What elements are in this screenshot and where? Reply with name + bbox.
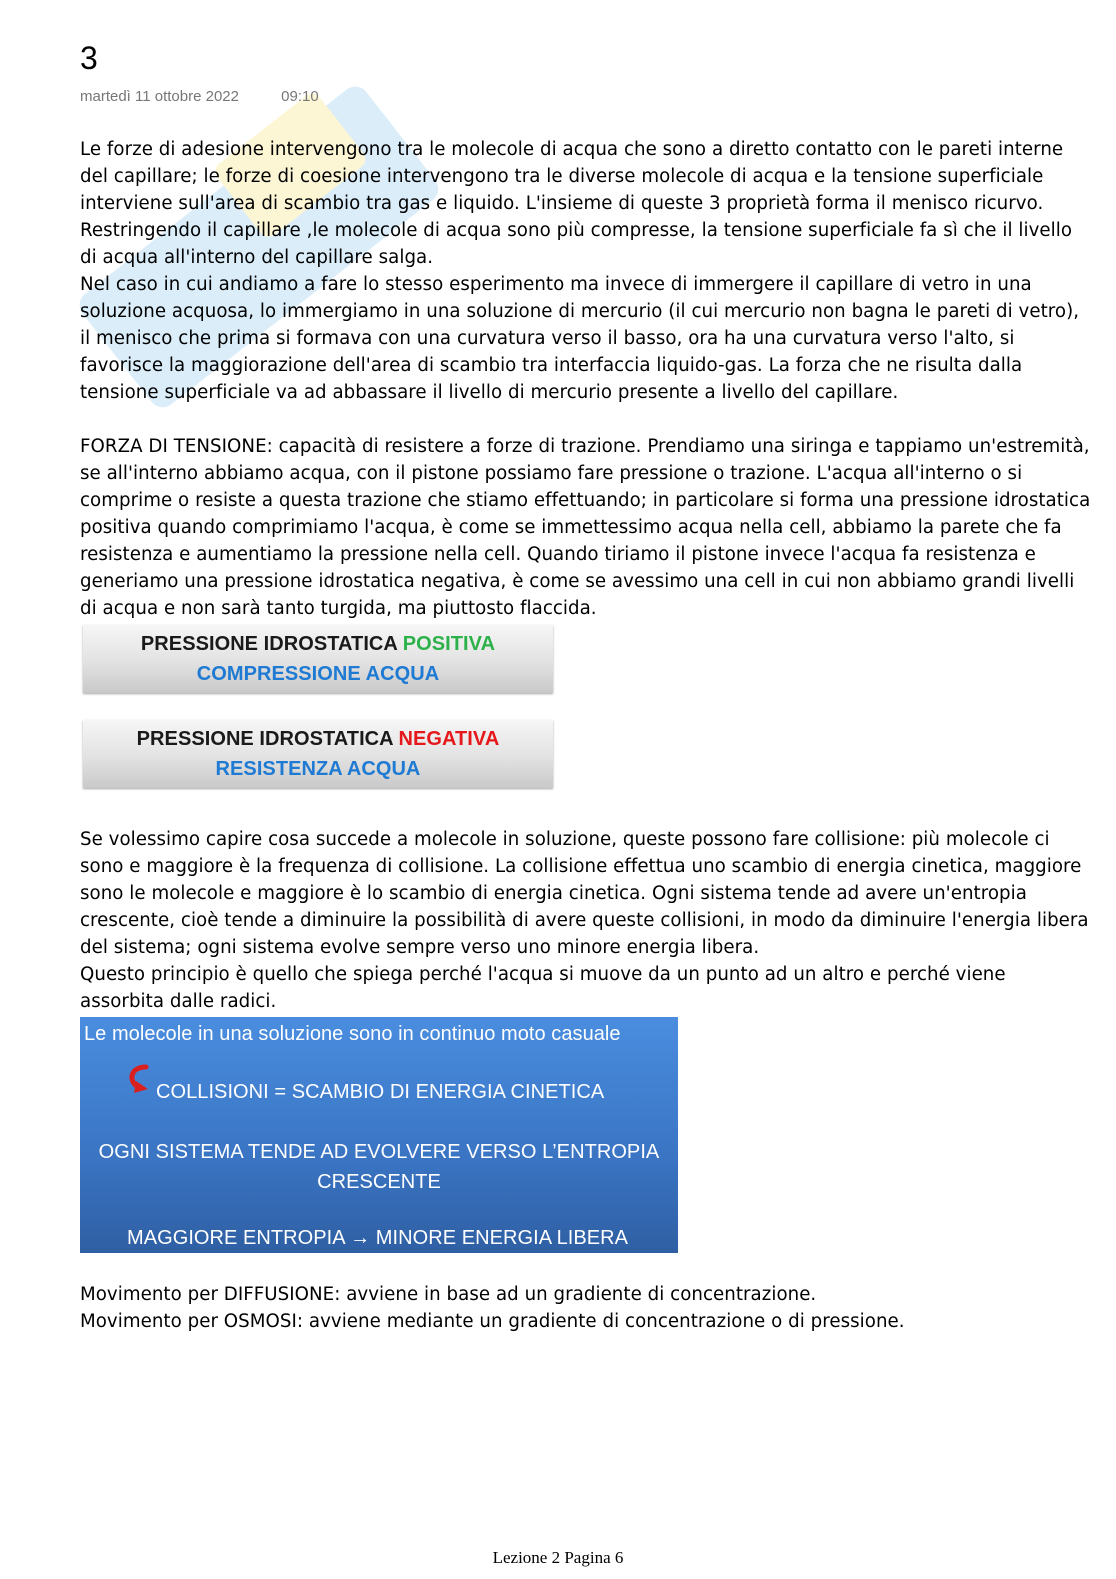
- slide-line: MAGGIORE ENTROPIA → MINORE ENERGIA LIBERA: [127, 1227, 629, 1249]
- paragraph: Restringendo il capillare ,le molecole di acqua sono più compresse, la tensione superficiale fa sì che il livello di acqua all'interno del capillare salga.: [80, 220, 1073, 268]
- paragraph: Movimento per DIFFUSIONE: avviene in base ad un gradiente di concentrazione.: [80, 1284, 817, 1305]
- negative-pressure-banner: PRESSIONE IDROSTATICA NEGATIVA RESISTENZA ACQUA: [83, 720, 553, 788]
- page-meta: [80, 88, 319, 105]
- page-content: [80, 136, 1092, 1335]
- slide-line: Le molecole in una soluzione sono in continuo moto casuale: [84, 1023, 621, 1045]
- time-label: 09:10: [281, 88, 319, 105]
- paragraph: Questo principio è quello che spiega perché l'acqua si muove da un punto ad un altro e perché viene assorbita dalle radici.: [80, 964, 1006, 1012]
- slide-line: OGNI SISTEMA TENDE AD EVOLVERE VERSO L’ENTROPIA CRESCENTE: [98, 1141, 660, 1193]
- positive-label: POSITIVA: [402, 633, 496, 655]
- negative-label: NEGATIVA: [398, 728, 500, 750]
- date-label: martedì 11 ottobre 2022: [80, 88, 239, 105]
- slide-line: COLLISIONI = SCAMBIO DI ENERGIA CINETICA: [156, 1081, 605, 1103]
- positive-pressure-banner: PRESSIONE IDROSTATICA POSITIVA COMPRESSIONE ACQUA: [83, 625, 553, 693]
- paragraph: Movimento per OSMOSI: avviene mediante un gradiente di concentrazione o di pressione.: [80, 1311, 905, 1332]
- curved-arrow-icon: [124, 1061, 156, 1097]
- resistance-label: RESISTENZA ACQUA: [215, 758, 421, 780]
- page-title: 3: [80, 40, 98, 76]
- paragraph: Le forze di adesione intervengono tra le molecole di acqua che sono a diretto contatto con le pareti interne del capillare; le forze di coesione intervengono tra le diverse molecole di acqua e la tensione superficiale interviene sull'area di scambio tra gas e liquido. L'insieme di queste 3 proprietà forma il menisco ricurvo.: [80, 139, 1064, 214]
- paragraph: FORZA DI TENSIONE: capacità di resistere a forze di trazione. Prendiamo una siringa e tappiamo un'estremità, se all'interno abbiamo acqua, con il pistone possiamo fare pressione o trazione. L'acqua all'interno o si comprime o resiste a questa trazione che stiamo effettuando; in particolare si forma una pressione idrostatica positiva quando comprimiamo l'acqua, è come se immettessimo acqua nella cell, abbiamo la parete che fa resistenza e aumentiamo la pressione nella cell. Quando tiriamo il pistone invece l'acqua fa resistenza e generiamo una pressione idrostatica negativa, è come se avessimo una cell in cui non abbiamo grandi livelli di acqua e non sarà tanto turgida, ma piuttosto flaccida.: [80, 436, 1091, 619]
- paragraph: Nel caso in cui andiamo a fare lo stesso esperimento ma invece di immergere il capillare di vetro in una soluzione acquosa, lo immergiamo in una soluzione di mercurio (il cui mercurio non bagna le pareti di vetro), il menisco che prima si formava con una curvatura verso il basso, ora ha una curvatura verso l'alto, si favorisce la maggiorazione dell'area di scambio tra interfaccia liquido-gas. La forza che ne risulta dalla tensione superficiale va ad abbassare il livello di mercurio presente a livello del capillare.: [80, 274, 1080, 403]
- compression-label: COMPRESSIONE ACQUA: [196, 663, 440, 685]
- paragraph: Se volessimo capire cosa succede a molecole in soluzione, queste possono fare collisione: più molecole ci sono e maggiore è la frequenza di collisione. La collisione effettua uno scambio di energia cinetica, maggiore sono le molecole e maggiore è lo scambio di energia cinetica. Ogni sistema tende ad avere un'entropia crescente, cioè tende a diminuire la possibilità di avere queste collisioni, in modo da diminuire l'energia libera del sistema; ogni sistema evolve sempre verso uno minore energia libera.: [80, 829, 1089, 958]
- entropy-slide: [80, 1017, 678, 1253]
- page-footer: Lezione 2 Pagina 6: [492, 1548, 624, 1567]
